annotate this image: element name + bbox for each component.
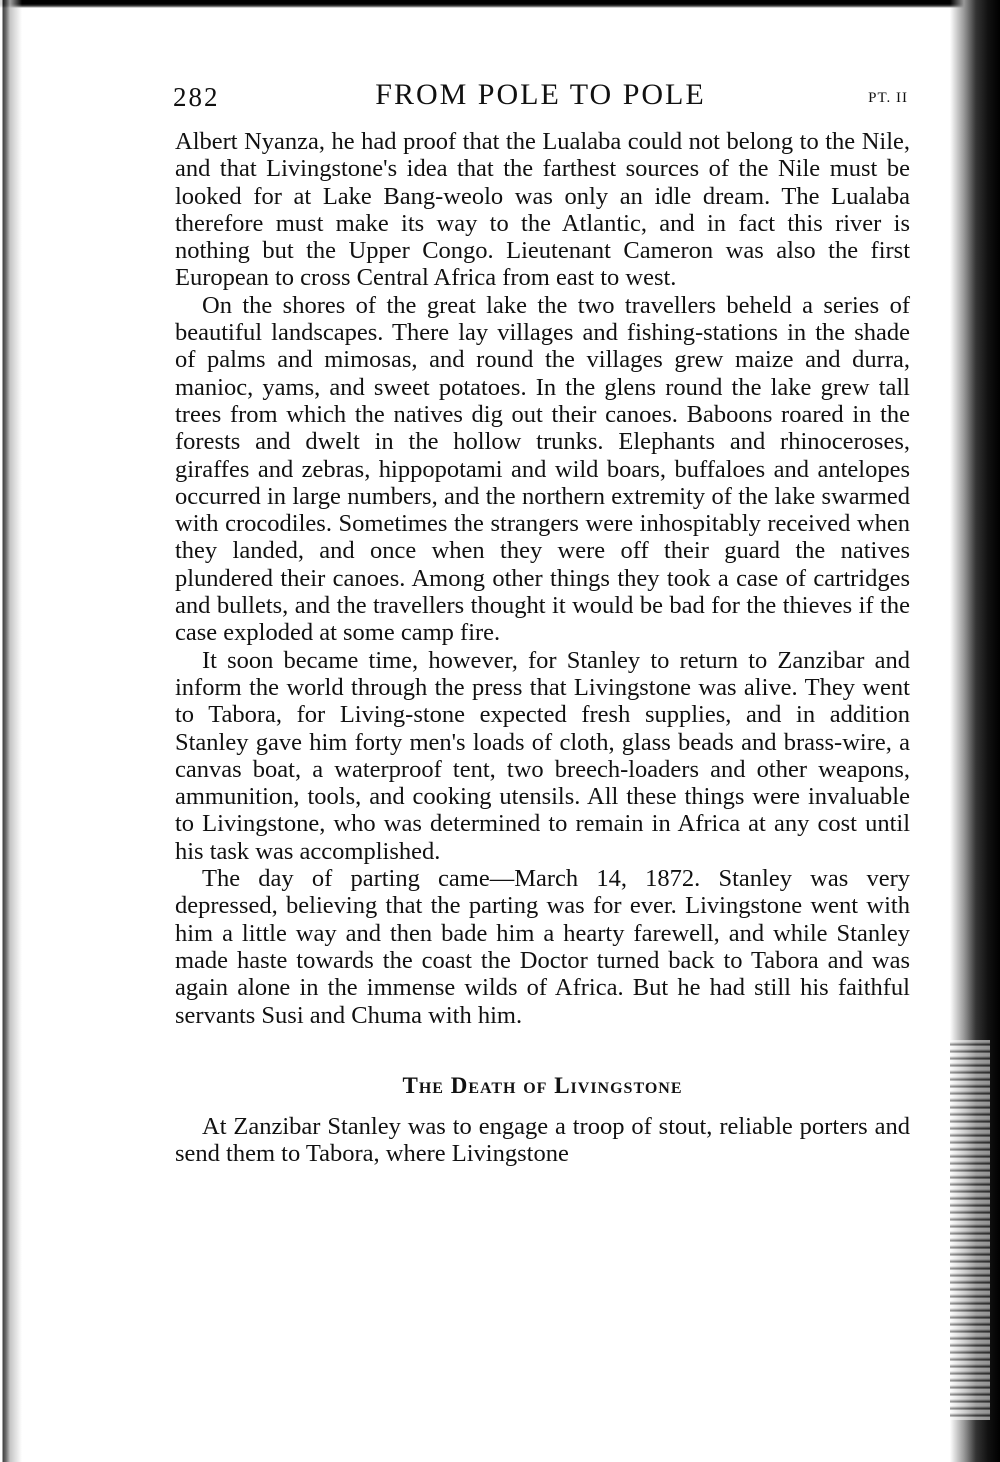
- scan-left-edge: [0, 0, 24, 1462]
- paragraph-4: The day of parting came—March 14, 1872. Stanley was very depressed, believing that the parting was for ever. Livingstone went with him a little way and then bade him a hearty farewell, and while Stanley made haste towards the coast the Doctor turned back to Tabora and was again alone in the immense wilds of Africa. But he had still his faithful servants Susi and Chuma with him.: [175, 865, 910, 1029]
- paragraph-3: It soon became time, however, for Stanley to return to Zanzibar and inform the world through the press that Livingstone was alive. They went to Tabora, for Living-stone expected fresh supplies, and in addition Stanley gave him forty men's loads of cloth, glass beads and brass-wire, a canvas boat, a waterproof tent, two breech-loaders and other weapons, ammunition, tools, and cooking utensils. All these things were invaluable to Livingstone, who was determined to remain in Africa at any cost until his task was accomplished.: [175, 646, 910, 865]
- page-number: 282: [173, 82, 220, 112]
- running-header: [173, 78, 908, 118]
- section-heading: The Death of Livingstone: [402, 1072, 683, 1098]
- part-label: PT. II: [868, 90, 908, 106]
- running-title: FROM POLE TO POLE: [375, 78, 706, 111]
- paragraph-5: At Zanzibar Stanley was to engage a troop of stout, reliable porters and send them to Tabora, where Livingstone: [175, 1112, 910, 1168]
- scan-top-edge: [0, 0, 1000, 8]
- paragraph-1: Albert Nyanza, he had proof that the Lualaba could not belong to the Nile, and that Livingstone's idea that the farthest sources of the Nile must be looked for at Lake Bang-weolo was only an idle dream. The Lualaba therefore must make its way to the Atlantic, and in fact this river is nothing but the Upper Congo. Lieutenant Cameron was also the first European to cross Central Africa from east to west.: [175, 128, 910, 292]
- body-text: [175, 128, 910, 1167]
- paragraph-2: On the shores of the great lake the two travellers beheld a series of beautiful landscapes. There lay villages and fishing-stations in the shade of palms and mimosas, and round the villages grew maize and durra, manioc, yams, and sweet potatoes. In the glens round the lake grew tall trees from which the natives dig out their canoes. Baboons roared in the forests and dwelt in the hollow trunks. Elephants and rhinoceroses, giraffes and zebras, hippopotami and wild boars, buffaloes and antelopes occurred in large numbers, and the northern extremity of the lake swarmed with crocodiles. Sometimes the strangers were inhospitably received when they landed, and once when they were off their guard the natives plundered their canoes. Among other things they took a case of cartridges and bullets, and the travellers thought it would be bad for the thieves if the case exploded at some camp fire.: [175, 291, 910, 647]
- scan-right-fray: [950, 1040, 990, 1420]
